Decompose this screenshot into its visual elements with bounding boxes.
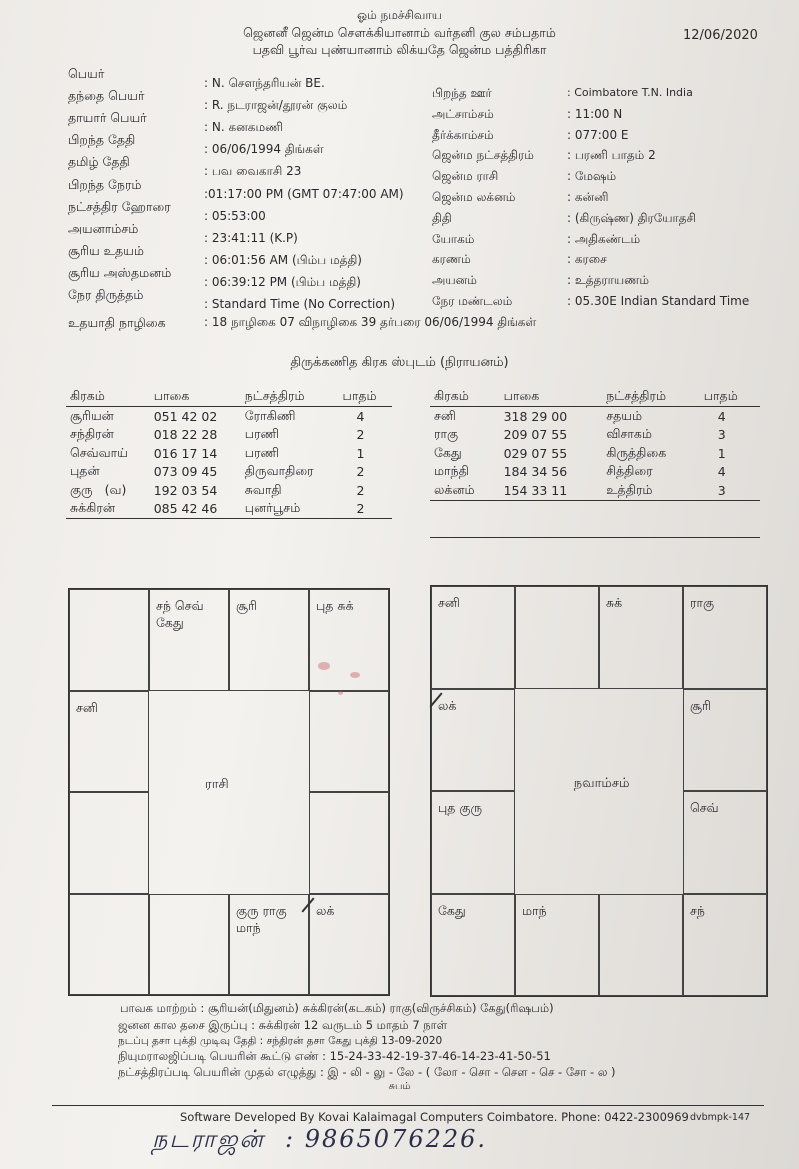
detail-value: : 11:00 N: [567, 106, 623, 121]
graha-degree: 029 07 55: [503, 445, 568, 461]
col-header-padam: பாதம்: [700, 386, 760, 407]
house-kadagam: சூரி: [683, 689, 767, 792]
house-makaram: [69, 792, 149, 894]
header-invocation: ஓம் நமச்சிவாய: [357, 8, 442, 22]
detail-value: : பரணி பாதம் 2: [567, 148, 656, 163]
detail-label: ஜென்ம நட்சத்திரம்: [432, 148, 534, 163]
house-mesham: [515, 586, 599, 689]
graha-degree: 209 07 55: [503, 427, 568, 443]
header-sloka-1: ஜெனனீ ஜென்ம சௌக்கியானாம் வர்தனி குல சம்பதாம்: [243, 25, 556, 40]
house-simmam: [309, 792, 389, 894]
house-kadagam: [309, 691, 389, 793]
graha-star: உத்திரம்: [602, 481, 700, 500]
detail-label: பிறந்த நேரம்: [68, 176, 142, 192]
detail-label: ஜென்ம லக்னம்: [432, 190, 516, 204]
graha-name: [430, 444, 500, 463]
detail-label: தமிழ் தேதி: [68, 154, 130, 170]
detail-value: : 06:39:12 PM (பிம்ப மத்தி): [204, 274, 361, 289]
table-row: [66, 444, 392, 463]
house-simmam: செவ்: [683, 791, 767, 894]
house-kumbam: லக்: [431, 689, 515, 792]
graha-degree: 154 33 11: [500, 481, 603, 500]
graha-padam: 4: [356, 408, 365, 424]
graha-degree: 192 03 54: [153, 482, 218, 498]
print-date: 12/06/2020: [683, 28, 758, 43]
detail-value: : R. நடராஜன்/தூரன் குலம்: [204, 98, 348, 113]
detail-value: : மேஷம்: [567, 169, 617, 184]
subham: சுபம்: [388, 1081, 411, 1092]
footer-rule: [52, 1105, 764, 1106]
graha-name: [66, 463, 150, 482]
detail-value: : கரசை: [567, 252, 607, 267]
graha-padam: 3: [717, 427, 726, 443]
house-thulam: [599, 894, 683, 997]
graha-table-left: [66, 386, 392, 519]
graha-label: புதன்: [70, 463, 100, 479]
house-meenam: சனி: [431, 586, 515, 689]
software-credit: Software Developed By Kovai Kalaimagal Computers Coimbatore. Phone: 0422-2300969: [180, 1110, 689, 1124]
detail-value: : N. சௌந்தரியன் BE.: [204, 76, 325, 90]
col-header-graha: கிரகம்: [66, 386, 150, 407]
graha-label: சுக்கிரன்: [70, 500, 115, 516]
graha-padam: 1: [717, 445, 726, 461]
current-dasa: நடப்பு தசா புக்தி முடிவு தேதி : சந்திரன் தசா கேது புக்தி 13-09-2020: [118, 1035, 443, 1047]
detail-label: பிறந்த தேதி: [68, 132, 136, 148]
house-viruchigam: மாந்: [515, 894, 599, 997]
detail-label: அட்சாம்சம்: [432, 106, 494, 121]
software-code: dvbmpk-147: [690, 1112, 751, 1123]
detail-label: சூரிய அஸ்தமனம்: [68, 264, 172, 280]
detail-label: சூரிய உதயம்: [68, 242, 144, 258]
house-kanni: லக்: [309, 894, 389, 996]
graha-name: [430, 407, 500, 426]
graha-degree: 016 17 14: [153, 445, 218, 461]
graha-name: [66, 481, 150, 500]
header-sloka-2: பதவி பூர்வ புண்யானாம் லிக்யதே ஜென்ம பத்திரிகா: [252, 42, 547, 57]
col-header-pagai: பாகை: [500, 386, 603, 407]
col-header-star: நட்சத்திரம்: [241, 386, 339, 407]
detail-value: : Coimbatore T.N. India: [567, 86, 693, 99]
detail-value: : 05:53:00: [204, 208, 266, 223]
chart-center-label: ராசி: [205, 776, 229, 792]
retrograde-flag: (வ): [104, 481, 127, 497]
detail-label: தாயார் பெயர்: [68, 110, 147, 126]
house-dhanusu: கேது: [431, 894, 515, 997]
detail-label: பிறந்த ஊர்: [432, 86, 492, 100]
graha-label: லக்னம்: [434, 481, 475, 497]
graha-label: சூரியன்: [70, 407, 114, 423]
graha-star: விசாகம்: [606, 426, 652, 442]
graha-padam: 4: [717, 408, 726, 424]
table-row: [66, 463, 392, 482]
graha-star: சதயம்: [606, 407, 643, 423]
graha-padam: 1: [356, 445, 365, 461]
detail-label: தந்தை பெயர்: [68, 88, 145, 104]
table-row: [430, 481, 760, 500]
numerology: நியுமராலஜிப்படி பெயரின் கூட்டு எண் : 15-24-33-42-19-37-46-14-23-41-50-51: [118, 1049, 551, 1063]
detail-label: பெயர்: [68, 66, 105, 81]
graha-table-title: திருக்கணித கிரக ஸ்புடம் (நிராயனம்): [290, 355, 509, 370]
graha-label: சந்திரன்: [70, 426, 114, 442]
table-row: [430, 463, 760, 482]
graha-name: [66, 444, 150, 463]
detail-value: : 06:01:56 AM (பிம்ப மத்தி): [204, 252, 362, 267]
house-thulam: குரு ராகு மாந்: [229, 894, 309, 996]
graha-padam: 2: [356, 427, 365, 443]
graha-star: சுவாதி: [244, 481, 282, 497]
graha-padam: 2: [339, 500, 392, 519]
graha-star: ரோகிணி: [244, 407, 296, 423]
graha-star: புனர்பூசம்: [241, 500, 339, 519]
house-makaram: புத குரு: [431, 791, 515, 894]
dasa-balance: ஜனன கால தசை இருப்பு : சுக்கிரன் 12 வருடம் 5 மாதம் 7 நாள்: [118, 1018, 448, 1032]
graha-degree: 018 22 28: [153, 427, 218, 443]
detail-value: : உத்தராயணம்: [567, 273, 650, 288]
house-kumbam: சனி: [69, 691, 149, 793]
graha-degree: 051 42 02: [153, 408, 218, 424]
col-header-star: நட்சத்திரம்: [602, 386, 700, 407]
table-divider: [430, 537, 760, 538]
detail-value: : 077:00 E: [567, 127, 629, 142]
graha-degree: 073 09 45: [153, 464, 218, 480]
table-row: [430, 407, 760, 426]
udayadi-label: உதயாதி நாழிகை: [68, 315, 166, 330]
udayadi-value: : 18 நாழிகை 07 விநாழிகை 39 தர்பரை 06/06/1994 திங்கள்: [204, 315, 537, 329]
detail-value: : Standard Time (No Correction): [204, 297, 396, 311]
detail-value: : அதிகண்டம்: [567, 231, 641, 246]
graha-name: [430, 463, 500, 482]
graha-padam: 3: [700, 481, 760, 500]
graha-padam: 2: [356, 464, 365, 480]
house-viruchigam: [149, 894, 229, 996]
graha-name: [66, 500, 150, 519]
house-mithunam: புத சுக்: [309, 589, 389, 691]
detail-value: : 05.30E Indian Standard Time: [567, 294, 750, 308]
name-letters: நட்சத்திரப்படி பெயரின் முதல் எழுத்து : இ - லி - லு - லே - ( லோ - சொ - சௌ - செ - சோ - ல ): [118, 1065, 616, 1079]
graha-table-right: [430, 386, 760, 501]
handwritten-phone: : 9865076226.: [285, 1125, 488, 1153]
detail-value: :01:17:00 PM (GMT 07:47:00 AM): [204, 186, 404, 201]
detail-label: தீர்க்காம்சம்: [432, 127, 494, 142]
rasi-chart: [68, 588, 390, 996]
graha-label: ராகு: [434, 426, 459, 442]
graha-name: [66, 407, 150, 426]
graha-name: [430, 481, 500, 500]
detail-label: கரணம்: [432, 252, 471, 267]
graha-label: மாந்தி: [434, 463, 469, 479]
graha-star: திருவாதிரை: [244, 463, 314, 479]
graha-padam: 2: [356, 482, 365, 498]
house-rishabam: சுக்: [599, 586, 683, 689]
graha-label: கேது: [434, 444, 462, 460]
detail-label: யோகம்: [432, 231, 475, 246]
detail-value: : பவ வைகாசி 23: [204, 164, 302, 179]
graha-padam: 4: [717, 464, 726, 480]
graha-label: செவ்வாய்: [70, 444, 128, 460]
detail-value: : 23:41:11 (K.P): [204, 230, 298, 245]
detail-label: அயனம்: [432, 273, 477, 288]
table-row: [66, 500, 392, 519]
graha-star: சித்திரை: [606, 463, 653, 479]
graha-degree: 184 34 56: [503, 464, 568, 480]
col-header-pagai: பாகை: [150, 386, 241, 407]
graha-star: பரணி: [244, 444, 280, 460]
house-mithunam: ராகு: [683, 586, 767, 689]
detail-label: நேர மண்டலம்: [432, 294, 513, 308]
detail-value: : கன்னி: [567, 190, 609, 204]
house-meenam: [69, 589, 149, 691]
graha-name: [66, 426, 150, 445]
table-row: [66, 407, 392, 426]
graha-star: கிருத்திகை: [606, 444, 667, 460]
stain-mark: [350, 672, 360, 678]
graha-star: பரணி: [244, 426, 280, 442]
col-header-graha: கிரகம்: [430, 386, 500, 407]
detail-label: அயனாம்சம்: [68, 220, 139, 236]
house-dhanusu: [69, 894, 149, 996]
graha-name: [430, 426, 500, 445]
stain-mark: [318, 662, 330, 670]
house-rishabam: சூரி: [229, 589, 309, 691]
handwritten-name: நடராஜன்: [152, 1125, 265, 1153]
table-row: [430, 444, 760, 463]
detail-value: : N. கனகமணி: [204, 120, 283, 135]
table-row: [66, 481, 392, 500]
graha-degree: 085 42 46: [150, 500, 241, 519]
detail-value: : (கிருஷ்ண) திரயோதசி: [567, 210, 697, 225]
stain-mark: [338, 690, 343, 695]
col-header-padam: பாதம்: [339, 386, 392, 407]
table-row: [66, 426, 392, 445]
house-mesham: சந் செவ் கேது: [149, 589, 229, 691]
graha-degree: 318 29 00: [503, 408, 568, 424]
table-row: [430, 426, 760, 445]
detail-label: திதி: [432, 210, 452, 225]
detail-label: நேர திருத்தம்: [68, 287, 144, 302]
bhava-change: பாவக மாற்றம் : சூரியன்(மிதுனம்) சுக்கிரன்(கடகம்) ராகு(விருச்சிகம்) கேது(ரிஷபம்): [120, 1001, 554, 1015]
graha-label: குரு: [70, 481, 93, 497]
detail-value: : 06/06/1994 திங்கள்: [204, 142, 324, 157]
house-kanni: சந்: [683, 894, 767, 997]
detail-label: நட்சத்திர ஹோரை: [68, 198, 171, 214]
detail-label: ஜென்ம ராசி: [432, 169, 499, 184]
navamsa-chart: [430, 585, 768, 997]
chart-center-label: நவாம்சம்: [573, 775, 630, 791]
graha-label: சனி: [434, 407, 456, 423]
